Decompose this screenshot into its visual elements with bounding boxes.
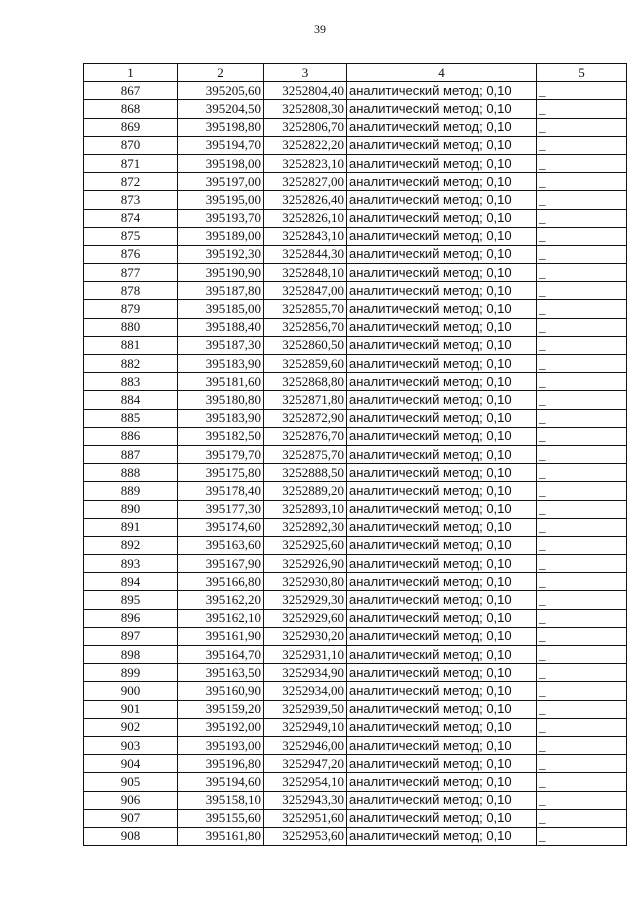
- y-coordinate-cell: 3252889,20: [264, 482, 347, 500]
- x-coordinate-cell: 395188,40: [178, 318, 264, 336]
- method-accuracy-cell: аналитический метод; 0,10: [347, 82, 537, 100]
- note-cell: _: [537, 191, 627, 209]
- x-coordinate-cell: 395196,80: [178, 755, 264, 773]
- table-row: [84, 227, 627, 245]
- table-row: [84, 136, 627, 154]
- point-number-cell: 876: [84, 245, 178, 263]
- method-accuracy-cell: аналитический метод; 0,10: [347, 173, 537, 191]
- note-cell: _: [537, 391, 627, 409]
- point-number-cell: 888: [84, 464, 178, 482]
- y-coordinate-cell: 3252951,60: [264, 809, 347, 827]
- point-number-cell: 889: [84, 482, 178, 500]
- method-accuracy-cell: аналитический метод; 0,10: [347, 591, 537, 609]
- point-number-cell: 877: [84, 264, 178, 282]
- header-col-2: 2: [178, 64, 264, 82]
- table-body: [84, 82, 627, 846]
- table-row: [84, 555, 627, 573]
- table-row: [84, 409, 627, 427]
- table-row: [84, 664, 627, 682]
- method-accuracy-cell: аналитический метод; 0,10: [347, 791, 537, 809]
- table-row: [84, 336, 627, 354]
- table-row: [84, 518, 627, 536]
- point-number-cell: 867: [84, 82, 178, 100]
- point-number-cell: 882: [84, 355, 178, 373]
- note-cell: _: [537, 809, 627, 827]
- y-coordinate-cell: 3252848,10: [264, 264, 347, 282]
- x-coordinate-cell: 395185,00: [178, 300, 264, 318]
- y-coordinate-cell: 3252827,00: [264, 173, 347, 191]
- method-accuracy-cell: аналитический метод; 0,10: [347, 464, 537, 482]
- x-coordinate-cell: 395161,80: [178, 827, 264, 845]
- y-coordinate-cell: 3252808,30: [264, 100, 347, 118]
- table-row: [84, 609, 627, 627]
- note-cell: _: [537, 136, 627, 154]
- y-coordinate-cell: 3252954,10: [264, 773, 347, 791]
- method-accuracy-cell: аналитический метод; 0,10: [347, 318, 537, 336]
- table-row: [84, 355, 627, 373]
- x-coordinate-cell: 395158,10: [178, 791, 264, 809]
- method-accuracy-cell: аналитический метод; 0,10: [347, 245, 537, 263]
- note-cell: _: [537, 118, 627, 136]
- x-coordinate-cell: 395167,90: [178, 555, 264, 573]
- table-row: [84, 427, 627, 445]
- y-coordinate-cell: 3252843,10: [264, 227, 347, 245]
- method-accuracy-cell: аналитический метод; 0,10: [347, 718, 537, 736]
- y-coordinate-cell: 3252876,70: [264, 427, 347, 445]
- note-cell: _: [537, 82, 627, 100]
- y-coordinate-cell: 3252931,10: [264, 646, 347, 664]
- x-coordinate-cell: 395159,20: [178, 700, 264, 718]
- point-number-cell: 890: [84, 500, 178, 518]
- x-coordinate-cell: 395183,90: [178, 355, 264, 373]
- note-cell: _: [537, 555, 627, 573]
- y-coordinate-cell: 3252868,80: [264, 373, 347, 391]
- y-coordinate-cell: 3252953,60: [264, 827, 347, 845]
- method-accuracy-cell: аналитический метод; 0,10: [347, 555, 537, 573]
- method-accuracy-cell: аналитический метод; 0,10: [347, 755, 537, 773]
- x-coordinate-cell: 395187,30: [178, 336, 264, 354]
- point-number-cell: 880: [84, 318, 178, 336]
- y-coordinate-cell: 3252855,70: [264, 300, 347, 318]
- y-coordinate-cell: 3252860,50: [264, 336, 347, 354]
- point-number-cell: 891: [84, 518, 178, 536]
- method-accuracy-cell: аналитический метод; 0,10: [347, 609, 537, 627]
- note-cell: _: [537, 500, 627, 518]
- note-cell: _: [537, 536, 627, 554]
- method-accuracy-cell: аналитический метод; 0,10: [347, 827, 537, 845]
- note-cell: _: [537, 518, 627, 536]
- x-coordinate-cell: 395197,00: [178, 173, 264, 191]
- point-number-cell: 874: [84, 209, 178, 227]
- table-row: [84, 809, 627, 827]
- note-cell: _: [537, 773, 627, 791]
- table-row: [84, 718, 627, 736]
- method-accuracy-cell: аналитический метод; 0,10: [347, 646, 537, 664]
- note-cell: _: [537, 300, 627, 318]
- x-coordinate-cell: 395194,60: [178, 773, 264, 791]
- method-accuracy-cell: аналитический метод; 0,10: [347, 300, 537, 318]
- point-number-cell: 893: [84, 555, 178, 573]
- x-coordinate-cell: 395162,10: [178, 609, 264, 627]
- table-row: [84, 646, 627, 664]
- method-accuracy-cell: аналитический метод; 0,10: [347, 536, 537, 554]
- y-coordinate-cell: 3252893,10: [264, 500, 347, 518]
- y-coordinate-cell: 3252804,40: [264, 82, 347, 100]
- x-coordinate-cell: 395162,20: [178, 591, 264, 609]
- point-number-cell: 895: [84, 591, 178, 609]
- point-number-cell: 894: [84, 573, 178, 591]
- point-number-cell: 886: [84, 427, 178, 445]
- point-number-cell: 905: [84, 773, 178, 791]
- point-number-cell: 897: [84, 627, 178, 645]
- point-number-cell: 907: [84, 809, 178, 827]
- note-cell: _: [537, 409, 627, 427]
- table-row: [84, 827, 627, 845]
- note-cell: _: [537, 318, 627, 336]
- table-row: [84, 536, 627, 554]
- x-coordinate-cell: 395189,00: [178, 227, 264, 245]
- note-cell: _: [537, 245, 627, 263]
- table-row: [84, 373, 627, 391]
- x-coordinate-cell: 395192,00: [178, 718, 264, 736]
- point-number-cell: 899: [84, 664, 178, 682]
- point-number-cell: 885: [84, 409, 178, 427]
- x-coordinate-cell: 395163,60: [178, 536, 264, 554]
- point-number-cell: 900: [84, 682, 178, 700]
- x-coordinate-cell: 395155,60: [178, 809, 264, 827]
- y-coordinate-cell: 3252934,90: [264, 664, 347, 682]
- table-row: [84, 791, 627, 809]
- y-coordinate-cell: 3252930,80: [264, 573, 347, 591]
- x-coordinate-cell: 395166,80: [178, 573, 264, 591]
- y-coordinate-cell: 3252822,20: [264, 136, 347, 154]
- x-coordinate-cell: 395193,00: [178, 736, 264, 754]
- table-row: [84, 282, 627, 300]
- note-cell: _: [537, 609, 627, 627]
- note-cell: _: [537, 427, 627, 445]
- table-row: [84, 318, 627, 336]
- method-accuracy-cell: аналитический метод; 0,10: [347, 409, 537, 427]
- y-coordinate-cell: 3252929,30: [264, 591, 347, 609]
- note-cell: _: [537, 700, 627, 718]
- x-coordinate-cell: 395160,90: [178, 682, 264, 700]
- y-coordinate-cell: 3252826,40: [264, 191, 347, 209]
- x-coordinate-cell: 395187,80: [178, 282, 264, 300]
- method-accuracy-cell: аналитический метод; 0,10: [347, 282, 537, 300]
- point-number-cell: 873: [84, 191, 178, 209]
- x-coordinate-cell: 395192,30: [178, 245, 264, 263]
- y-coordinate-cell: 3252844,30: [264, 245, 347, 263]
- y-coordinate-cell: 3252859,60: [264, 355, 347, 373]
- note-cell: _: [537, 373, 627, 391]
- y-coordinate-cell: 3252925,60: [264, 536, 347, 554]
- note-cell: _: [537, 154, 627, 172]
- note-cell: _: [537, 173, 627, 191]
- point-number-cell: 904: [84, 755, 178, 773]
- method-accuracy-cell: аналитический метод; 0,10: [347, 427, 537, 445]
- table-row: [84, 627, 627, 645]
- method-accuracy-cell: аналитический метод; 0,10: [347, 500, 537, 518]
- x-coordinate-cell: 395163,50: [178, 664, 264, 682]
- point-number-cell: 902: [84, 718, 178, 736]
- table-row: [84, 82, 627, 100]
- x-coordinate-cell: 395194,70: [178, 136, 264, 154]
- point-number-cell: 875: [84, 227, 178, 245]
- y-coordinate-cell: 3252871,80: [264, 391, 347, 409]
- note-cell: _: [537, 464, 627, 482]
- note-cell: _: [537, 718, 627, 736]
- y-coordinate-cell: 3252946,00: [264, 736, 347, 754]
- method-accuracy-cell: аналитический метод; 0,10: [347, 209, 537, 227]
- method-accuracy-cell: аналитический метод; 0,10: [347, 100, 537, 118]
- x-coordinate-cell: 395193,70: [178, 209, 264, 227]
- x-coordinate-cell: 395198,00: [178, 154, 264, 172]
- x-coordinate-cell: 395179,70: [178, 445, 264, 463]
- y-coordinate-cell: 3252847,00: [264, 282, 347, 300]
- x-coordinate-cell: 395182,50: [178, 427, 264, 445]
- table-row: [84, 482, 627, 500]
- note-cell: _: [537, 827, 627, 845]
- method-accuracy-cell: аналитический метод; 0,10: [347, 482, 537, 500]
- table-row: [84, 700, 627, 718]
- point-number-cell: 892: [84, 536, 178, 554]
- x-coordinate-cell: 395183,90: [178, 409, 264, 427]
- method-accuracy-cell: аналитический метод; 0,10: [347, 336, 537, 354]
- note-cell: _: [537, 755, 627, 773]
- method-accuracy-cell: аналитический метод; 0,10: [347, 191, 537, 209]
- y-coordinate-cell: 3252888,50: [264, 464, 347, 482]
- x-coordinate-cell: 395190,90: [178, 264, 264, 282]
- x-coordinate-cell: 395178,40: [178, 482, 264, 500]
- point-number-cell: 869: [84, 118, 178, 136]
- table-row: [84, 118, 627, 136]
- note-cell: _: [537, 573, 627, 591]
- note-cell: _: [537, 591, 627, 609]
- x-coordinate-cell: 395164,70: [178, 646, 264, 664]
- point-number-cell: 901: [84, 700, 178, 718]
- y-coordinate-cell: 3252856,70: [264, 318, 347, 336]
- method-accuracy-cell: аналитический метод; 0,10: [347, 227, 537, 245]
- point-number-cell: 872: [84, 173, 178, 191]
- coordinates-table: [83, 63, 627, 846]
- method-accuracy-cell: аналитический метод; 0,10: [347, 154, 537, 172]
- table-row: [84, 100, 627, 118]
- note-cell: _: [537, 227, 627, 245]
- table-row: [84, 500, 627, 518]
- point-number-cell: 884: [84, 391, 178, 409]
- header-col-3: 3: [264, 64, 347, 82]
- method-accuracy-cell: аналитический метод; 0,10: [347, 391, 537, 409]
- y-coordinate-cell: 3252930,20: [264, 627, 347, 645]
- point-number-cell: 871: [84, 154, 178, 172]
- method-accuracy-cell: аналитический метод; 0,10: [347, 264, 537, 282]
- point-number-cell: 883: [84, 373, 178, 391]
- method-accuracy-cell: аналитический метод; 0,10: [347, 682, 537, 700]
- point-number-cell: 887: [84, 445, 178, 463]
- note-cell: _: [537, 646, 627, 664]
- point-number-cell: 870: [84, 136, 178, 154]
- point-number-cell: 898: [84, 646, 178, 664]
- y-coordinate-cell: 3252947,20: [264, 755, 347, 773]
- table-row: [84, 391, 627, 409]
- method-accuracy-cell: аналитический метод; 0,10: [347, 373, 537, 391]
- table-row: [84, 173, 627, 191]
- y-coordinate-cell: 3252875,70: [264, 445, 347, 463]
- point-number-cell: 881: [84, 336, 178, 354]
- method-accuracy-cell: аналитический метод; 0,10: [347, 809, 537, 827]
- table-row: [84, 591, 627, 609]
- note-cell: _: [537, 682, 627, 700]
- table-row: [84, 573, 627, 591]
- method-accuracy-cell: аналитический метод; 0,10: [347, 355, 537, 373]
- note-cell: _: [537, 100, 627, 118]
- y-coordinate-cell: 3252806,70: [264, 118, 347, 136]
- x-coordinate-cell: 395174,60: [178, 518, 264, 536]
- y-coordinate-cell: 3252934,00: [264, 682, 347, 700]
- point-number-cell: 903: [84, 736, 178, 754]
- note-cell: _: [537, 736, 627, 754]
- method-accuracy-cell: аналитический метод; 0,10: [347, 136, 537, 154]
- point-number-cell: 878: [84, 282, 178, 300]
- y-coordinate-cell: 3252949,10: [264, 718, 347, 736]
- table-row: [84, 245, 627, 263]
- point-number-cell: 868: [84, 100, 178, 118]
- y-coordinate-cell: 3252826,10: [264, 209, 347, 227]
- note-cell: _: [537, 664, 627, 682]
- header-col-5: 5: [537, 64, 627, 82]
- page-number: 39: [314, 22, 326, 36]
- note-cell: _: [537, 627, 627, 645]
- note-cell: _: [537, 336, 627, 354]
- table-header: [84, 64, 627, 82]
- y-coordinate-cell: 3252943,30: [264, 791, 347, 809]
- note-cell: _: [537, 445, 627, 463]
- point-number-cell: 896: [84, 609, 178, 627]
- y-coordinate-cell: 3252939,50: [264, 700, 347, 718]
- table-row: [84, 736, 627, 754]
- table-row: [84, 682, 627, 700]
- table-row: [84, 464, 627, 482]
- y-coordinate-cell: 3252926,90: [264, 555, 347, 573]
- table-row: [84, 209, 627, 227]
- table-row: [84, 445, 627, 463]
- x-coordinate-cell: 395177,30: [178, 500, 264, 518]
- y-coordinate-cell: 3252929,60: [264, 609, 347, 627]
- method-accuracy-cell: аналитический метод; 0,10: [347, 773, 537, 791]
- x-coordinate-cell: 395198,80: [178, 118, 264, 136]
- note-cell: _: [537, 791, 627, 809]
- method-accuracy-cell: аналитический метод; 0,10: [347, 664, 537, 682]
- point-number-cell: 906: [84, 791, 178, 809]
- table-row: [84, 154, 627, 172]
- point-number-cell: 908: [84, 827, 178, 845]
- x-coordinate-cell: 395205,60: [178, 82, 264, 100]
- table-row: [84, 773, 627, 791]
- y-coordinate-cell: 3252892,30: [264, 518, 347, 536]
- x-coordinate-cell: 395161,90: [178, 627, 264, 645]
- header-col-1: 1: [84, 64, 178, 82]
- method-accuracy-cell: аналитический метод; 0,10: [347, 573, 537, 591]
- method-accuracy-cell: аналитический метод; 0,10: [347, 627, 537, 645]
- method-accuracy-cell: аналитический метод; 0,10: [347, 518, 537, 536]
- x-coordinate-cell: 395181,60: [178, 373, 264, 391]
- x-coordinate-cell: 395204,50: [178, 100, 264, 118]
- header-col-4: 4: [347, 64, 537, 82]
- note-cell: _: [537, 209, 627, 227]
- y-coordinate-cell: 3252823,10: [264, 154, 347, 172]
- table-row: [84, 755, 627, 773]
- note-cell: _: [537, 264, 627, 282]
- y-coordinate-cell: 3252872,90: [264, 409, 347, 427]
- table-row: [84, 191, 627, 209]
- method-accuracy-cell: аналитический метод; 0,10: [347, 736, 537, 754]
- method-accuracy-cell: аналитический метод; 0,10: [347, 118, 537, 136]
- table-row: [84, 300, 627, 318]
- note-cell: _: [537, 282, 627, 300]
- note-cell: _: [537, 355, 627, 373]
- x-coordinate-cell: 395180,80: [178, 391, 264, 409]
- x-coordinate-cell: 395195,00: [178, 191, 264, 209]
- table-row: [84, 264, 627, 282]
- point-number-cell: 879: [84, 300, 178, 318]
- x-coordinate-cell: 395175,80: [178, 464, 264, 482]
- header-row: [84, 64, 627, 82]
- note-cell: _: [537, 482, 627, 500]
- method-accuracy-cell: аналитический метод; 0,10: [347, 700, 537, 718]
- method-accuracy-cell: аналитический метод; 0,10: [347, 445, 537, 463]
